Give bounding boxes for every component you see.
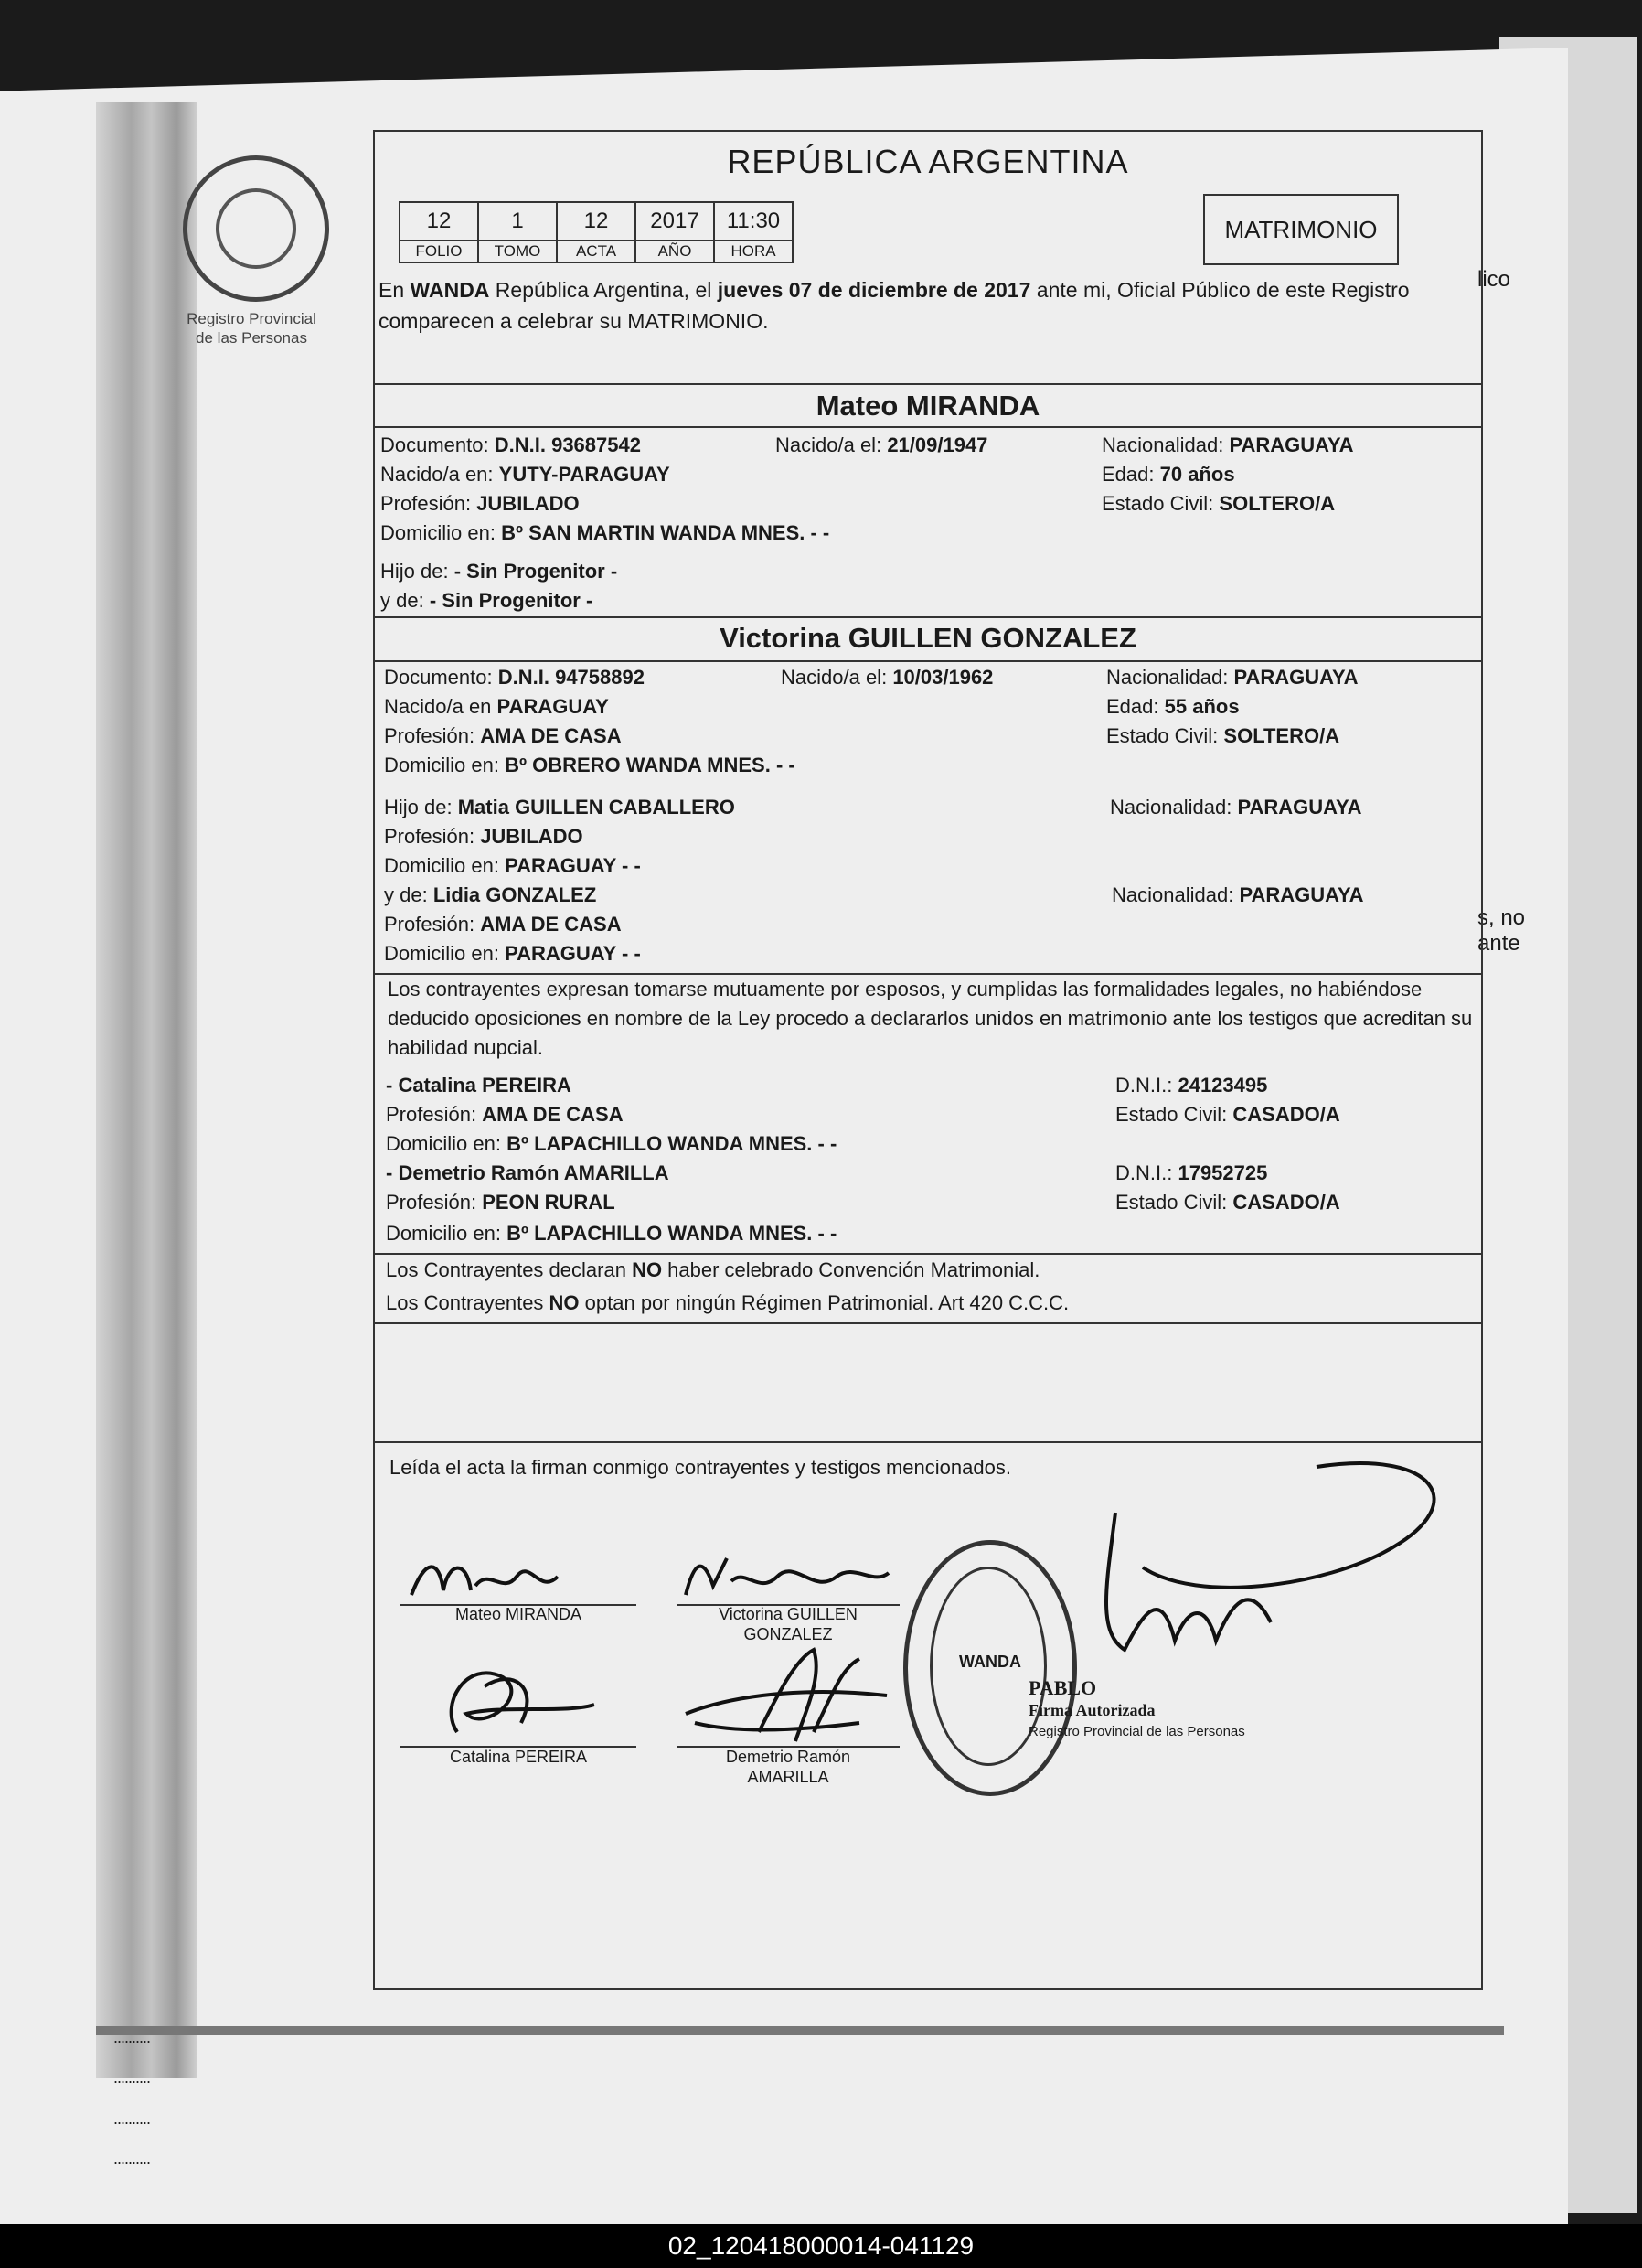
- spouse1-father: Hijo de: - Sin Progenitor -: [380, 560, 618, 583]
- spouse2-father-address: Domicilio en: PARAGUAY - -: [384, 854, 641, 877]
- margin-dots: ..........: [113, 2109, 151, 2127]
- spouse2-name: Victorina GUILLEN GONZALEZ: [720, 622, 1136, 654]
- spouse2-father: Hijo de: Matia GUILLEN CABALLERO: [384, 796, 735, 818]
- signature-catalina: [430, 1650, 613, 1750]
- country-title: REPÚBLICA ARGENTINA: [727, 143, 1129, 180]
- acta-label: ACTA: [557, 241, 635, 262]
- witness2-name: - Demetrio Ramón AMARILLA: [386, 1161, 669, 1184]
- divider: [375, 1253, 1481, 1255]
- act-type-box: MATRIMONIO: [1203, 194, 1399, 265]
- signature-name-2: Victorina GUILLEN GONZALEZ: [719, 1605, 858, 1643]
- year-label: AÑO: [635, 241, 714, 262]
- witness1-profession: Profesión: AMA DE CASA: [386, 1103, 624, 1126]
- spouse1-name: Mateo MIRANDA: [816, 390, 1040, 422]
- witness1-name: - Catalina PEREIRA: [386, 1074, 571, 1097]
- spouse2-age: Edad: 55 años: [1106, 695, 1240, 718]
- province-seal-icon: [183, 155, 329, 302]
- signature-officer: [1088, 1449, 1472, 1686]
- spouse1-birthdate: Nacido/a el: 21/09/1947: [775, 433, 988, 456]
- divider: [375, 426, 1481, 428]
- margin-dots: ..........: [113, 2069, 151, 2087]
- margin-dots: ..........: [113, 2028, 151, 2047]
- margin-fragment: s, no: [1477, 905, 1526, 930]
- officer-stamp-text: PABLO Firma Autorizada Registro Provincial de las Personas: [1029, 1676, 1245, 1739]
- page-bottom-edge: [96, 2026, 1504, 2035]
- spouse2-birthplace: Nacido/a en PARAGUAY: [384, 695, 609, 718]
- registry-table: [399, 201, 794, 263]
- witness2-profession: Profesión: PEON RURAL: [386, 1191, 615, 1214]
- spouse1-address: Domicilio en: Bº SAN MARTIN WANDA MNES. - -: [380, 521, 830, 544]
- intro-text: En WANDA República Argentina, el jueves 07 de diciembre de 2017 ante mi, Oficial Público de este Registro comparecen a celebrar su MATRIMONIO.: [379, 278, 1410, 333]
- hour-label: HORA: [714, 241, 793, 262]
- spouse1-age: Edad: 70 años: [1102, 463, 1235, 486]
- signature-mateo: [402, 1540, 576, 1613]
- spouse2-father-profession: Profesión: JUBILADO: [384, 825, 583, 848]
- spouse1-nationality: Nacionalidad: PARAGUAYA: [1102, 433, 1354, 456]
- divider: [375, 1322, 1481, 1324]
- tomo-label: TOMO: [478, 241, 557, 262]
- witness2-dni: D.N.I.: 17952725: [1115, 1161, 1268, 1184]
- spouse2-father-nationality: Nacionalidad: PARAGUAYA: [1110, 796, 1362, 818]
- spouse2-profession: Profesión: AMA DE CASA: [384, 724, 622, 747]
- signature-name-4: Demetrio Ramón AMARILLA: [725, 1748, 851, 1786]
- declaration-text: Los contrayentes expresan tomarse mutuamente por esposos, y cumplidas las formalidades legales, no habiéndose deducido oposiciones en nombre de la Ley procedo a declararlos unidos en matrimonio ante los testigos que acreditan su habilidad nupcial.: [388, 978, 1473, 1059]
- divider: [375, 660, 1481, 662]
- witness2-civil-status: Estado Civil: CASADO/A: [1115, 1191, 1340, 1214]
- spouse1-civil-status: Estado Civil: SOLTERO/A: [1102, 492, 1336, 515]
- spouse2-civil-status: Estado Civil: SOLTERO/A: [1106, 724, 1340, 747]
- marriage-act: [373, 130, 1483, 1990]
- spouse2-mother-nationality: Nacionalidad: PARAGUAYA: [1112, 883, 1364, 906]
- spouse2-mother-profession: Profesión: AMA DE CASA: [384, 913, 622, 936]
- folio-label: FOLIO: [400, 241, 478, 262]
- signature-demetrio: [677, 1641, 896, 1750]
- margin-fragment: lico: [1477, 267, 1511, 292]
- spouse2-mother: y de: Lidia GONZALEZ: [384, 883, 597, 906]
- spouse2-birthdate: Nacido/a el: 10/03/1962: [781, 666, 994, 689]
- hour-value: 11:30: [714, 202, 793, 241]
- signature-name-3: Catalina PEREIRA: [449, 1748, 588, 1766]
- signature-victorina: [677, 1540, 896, 1613]
- regime-line-1: Los Contrayentes declaran NO haber celebrado Convención Matrimonial.: [386, 1258, 1040, 1281]
- folio-value: 12: [400, 202, 478, 241]
- witness1-civil-status: Estado Civil: CASADO/A: [1115, 1103, 1340, 1126]
- spouse2-mother-address: Domicilio en: PARAGUAY - -: [384, 942, 641, 965]
- margin-fragment: ante: [1477, 931, 1520, 956]
- spouse1-profession: Profesión: JUBILADO: [380, 492, 580, 515]
- registry-seal-icon: WANDA: [903, 1540, 1077, 1796]
- witness2-address: Domicilio en: Bº LAPACHILLO WANDA MNES. - -: [386, 1222, 837, 1245]
- scan-id-footer: 02_120418000014-041129: [0, 2224, 1642, 2268]
- tomo-value: 1: [478, 202, 557, 241]
- divider: [375, 1441, 1481, 1443]
- spouse1-birthplace: Nacido/a en: YUTY-PARAGUAY: [380, 463, 670, 486]
- acta-value: 12: [557, 202, 635, 241]
- seal-caption: Registro Provincial de las Personas: [187, 310, 316, 347]
- spouse2-nationality: Nacionalidad: PARAGUAYA: [1106, 666, 1359, 689]
- divider: [375, 616, 1481, 618]
- spouse2-document: Documento: D.N.I. 94758892: [384, 666, 645, 689]
- binding-strip: [96, 102, 197, 2078]
- witness1-address: Domicilio en: Bº LAPACHILLO WANDA MNES. - -: [386, 1132, 837, 1155]
- signature-name-1: Mateo MIRANDA: [454, 1605, 582, 1623]
- regime-line-2: Los Contrayentes NO optan por ningún Régimen Patrimonial. Art 420 C.C.C.: [386, 1291, 1070, 1314]
- spouse1-mother: y de: - Sin Progenitor -: [380, 589, 593, 612]
- spouse2-address: Domicilio en: Bº OBRERO WANDA MNES. - -: [384, 754, 795, 776]
- divider: [375, 383, 1481, 385]
- closing-text: Leída el acta la firman conmigo contrayentes y testigos mencionados.: [389, 1456, 1011, 1479]
- witness1-dni: D.N.I.: 24123495: [1115, 1074, 1268, 1097]
- margin-dots: ..........: [113, 2149, 151, 2167]
- spouse1-document: Documento: D.N.I. 93687542: [380, 433, 641, 456]
- year-value: 2017: [635, 202, 714, 241]
